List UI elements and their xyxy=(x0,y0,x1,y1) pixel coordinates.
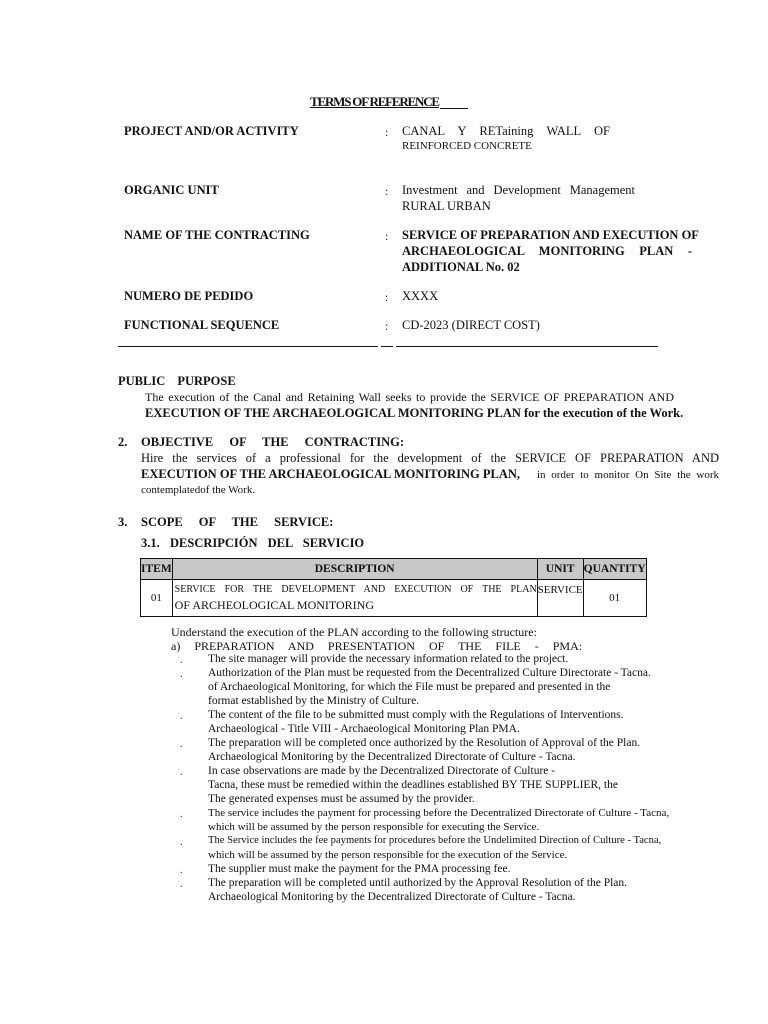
contracting-value-line-1: SERVICE OF PREPARATION AND EXECUTION OF xyxy=(402,228,699,242)
scope-heading: SCOPE OF THE SERVICE: xyxy=(141,515,334,529)
contracting-value-line-3: ADDITIONAL No. 02 xyxy=(402,260,520,274)
table-row xyxy=(141,580,647,617)
colon: : xyxy=(385,290,389,304)
objective-text-1: Hire the services of a professional for the development of the SERVICE OF PREPARATION AND xyxy=(141,451,719,465)
scope-sub-heading: DESCRIPCIÓN DEL SERVICIO xyxy=(170,536,365,550)
table-header-unit: UNIT xyxy=(537,559,583,580)
functional-sequence-value: CD-2023 (DIRECT COST) xyxy=(402,318,540,332)
table-header-row xyxy=(141,559,647,580)
list-bullet: . xyxy=(180,865,183,876)
list-item: In case observations are made by the Decentralized Directorate of Culture - xyxy=(208,765,556,777)
list-item: The site manager will provide the necessary information related to the project. xyxy=(208,653,569,665)
objective-text-2-rest: in order to monitor On Site the work xyxy=(536,469,719,481)
public-purpose-heading: PUBLIC PURPOSE xyxy=(118,374,236,388)
colon: : xyxy=(385,319,389,333)
list-item: The supplier must make the payment for the PMA processing fee. xyxy=(208,863,511,875)
structure-item-a: a) PREPARATION AND PRESENTATION OF THE FILE - PMA: xyxy=(171,639,583,653)
order-number-value: XXXX xyxy=(402,289,439,303)
list-item: The preparation will be completed once authorized by the Resolution of Approval of the Plan. xyxy=(208,737,641,749)
project-value-text: CANAL Y RETaining WALL OF xyxy=(402,124,610,138)
list-bullet: . xyxy=(180,739,183,750)
list-bullet: . xyxy=(180,669,183,680)
divider-right xyxy=(396,346,658,347)
organic-unit-value-line-2: RURAL URBAN xyxy=(402,199,491,213)
table-desc-line-1: SERVICE FOR THE DEVELOPMENT AND EXECUTION OF THE PLAN xyxy=(174,583,537,595)
list-item: The Service includes the fee payments for procedures before the Undelimited Direction of Culture - Tacna, xyxy=(208,835,662,846)
project-label: PROJECT AND/OR ACTIVITY xyxy=(124,124,299,138)
list-item: Archaeological Monitoring by the Decentralized Directorate of Culture - Tacna. xyxy=(208,891,576,903)
table-header-quantity: QUANTITY xyxy=(583,559,646,580)
list-item: Authorization of the Plan must be requested from the Decentralized Culture Directorate - Tacna. xyxy=(208,667,651,679)
project-value-line-2: REINFORCED CONCRETE xyxy=(402,140,532,152)
list-bullet: . xyxy=(180,809,183,820)
list-item: The service includes the payment for processing before the Decentralized Directorate of Culture - Tacna, xyxy=(208,807,670,819)
table-header-description: DESCRIPTION xyxy=(172,559,537,580)
organic-unit-label: ORGANIC UNIT xyxy=(124,183,219,197)
list-bullet: . xyxy=(180,767,183,778)
contracting-value-text: ARCHAEOLOGICAL MONITORING PLAN - xyxy=(402,244,692,258)
list-bullet: . xyxy=(180,711,183,722)
objective-text-2-bold: EXECUTION OF THE ARCHAEOLOGICAL MONITORING PLAN, xyxy=(141,467,520,481)
scope-sub-number: 3.1. xyxy=(141,536,160,550)
list-item: Tacna, these must be remedied within the deadlines established BY THE SUPPLIER, the xyxy=(208,779,618,791)
list-item: The content of the file to be submitted must comply with the Regulations of Interventions. xyxy=(208,709,624,721)
list-item: which will be assumed by the person responsible for executing the Service. xyxy=(208,821,540,833)
functional-sequence-label: FUNCTIONAL SEQUENCE xyxy=(124,318,280,332)
objective-number: 2. xyxy=(118,435,128,449)
list-bullet: . xyxy=(180,837,183,848)
list-bullet: . xyxy=(180,879,183,890)
public-purpose-line-2: EXECUTION OF THE ARCHAEOLOGICAL MONITORING PLAN for the execution of the Work. xyxy=(145,406,684,420)
document-title: TERMS OF REFERENCE xyxy=(310,94,439,109)
colon: : xyxy=(385,184,389,198)
table-desc-line-2: OF ARCHEOLOGICAL MONITORING xyxy=(174,597,375,612)
divider-middle xyxy=(381,346,393,347)
list-item: The preparation will be completed until authorized by the Approval Resolution of the Plan. xyxy=(208,877,628,889)
objective-line-2 xyxy=(141,467,719,482)
contracting-value-line-2 xyxy=(402,244,692,259)
table-header-item: ITEM xyxy=(141,559,173,580)
project-value-line-1 xyxy=(402,124,610,139)
list-item: format established by the Ministry of Culture. xyxy=(208,695,420,707)
service-table xyxy=(140,558,647,617)
divider-left xyxy=(118,346,378,347)
table-cell-item: 01 xyxy=(141,580,173,617)
list-item: Archaeological Monitoring by the Decentralized Directorate of Culture - Tacna. xyxy=(208,751,576,763)
scope-number: 3. xyxy=(118,515,128,529)
objective-line-1 xyxy=(141,451,719,466)
public-purpose-line-1 xyxy=(145,390,674,405)
table-cell-unit: SERVICE xyxy=(537,580,583,617)
public-purpose-text-1: The execution of the Canal and Retaining Wall seeks to provide the SERVICE OF PREPARATION AND xyxy=(145,390,674,404)
list-item: which will be assumed by the person responsible for the execution of the Service. xyxy=(208,849,568,861)
list-bullet: . xyxy=(180,655,183,666)
list-item: of Archaeological Monitoring, for which the File must be prepared and presented in the xyxy=(208,681,611,693)
structure-intro: Understand the execution of the PLAN according to the following structure: xyxy=(171,625,537,639)
title-underline xyxy=(440,108,468,109)
order-number-label: NUMERO DE PEDIDO xyxy=(124,289,254,303)
objective-line-3: contemplatedof the Work. xyxy=(141,484,256,496)
list-item: Archaeological - Title VIII - Archaeological Monitoring Plan PMA. xyxy=(208,723,520,735)
organic-unit-value-text: Investment and Development Management xyxy=(402,183,635,197)
colon: : xyxy=(385,125,389,139)
table-cell-description xyxy=(172,580,537,617)
contracting-label: NAME OF THE CONTRACTING xyxy=(124,228,310,242)
table-cell-quantity: 01 xyxy=(583,580,646,617)
objective-heading: OBJECTIVE OF THE CONTRACTING: xyxy=(141,435,404,449)
organic-unit-value-line-1 xyxy=(402,183,635,198)
list-item: The generated expenses must be assumed by the provider. xyxy=(208,793,475,805)
colon: : xyxy=(385,229,389,243)
